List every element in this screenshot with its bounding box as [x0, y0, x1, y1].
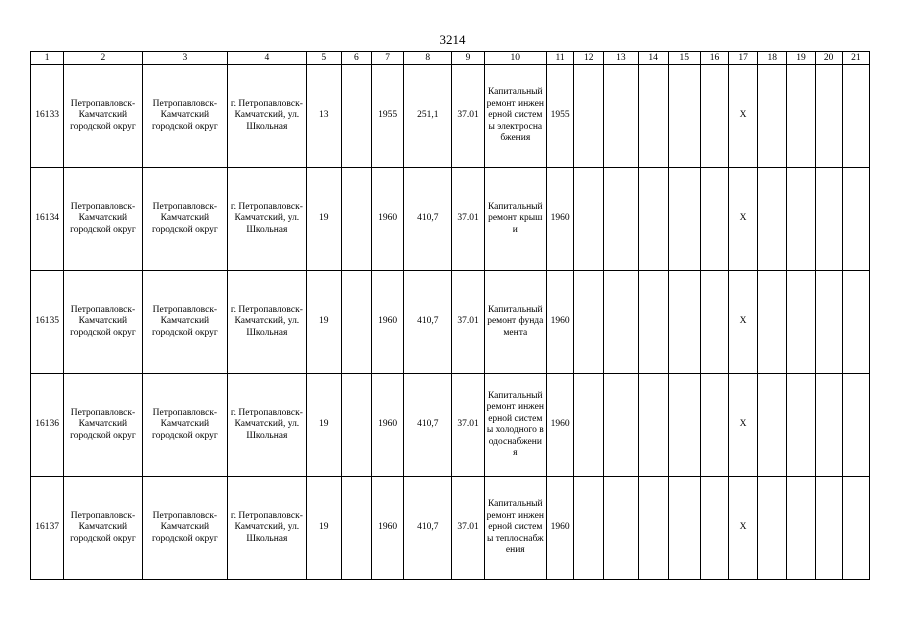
table-cell-col-21 [842, 271, 869, 374]
column-header: 10 [484, 52, 546, 65]
table-cell-col-12 [574, 65, 604, 168]
table-cell-col-17: X [729, 168, 758, 271]
table-cell-col-11: 1960 [546, 374, 573, 477]
table-cell-col-12 [574, 271, 604, 374]
column-header: 19 [787, 52, 815, 65]
table-cell-col-9: 37.01 [452, 168, 484, 271]
table-cell-col-15 [668, 168, 700, 271]
table-cell-col-9: 37.01 [452, 271, 484, 374]
table-cell-col-11: 1960 [546, 271, 573, 374]
table-cell-col-19 [787, 477, 815, 580]
table-cell-col-18 [758, 65, 787, 168]
table-cell-col-2: Петропавловск-Камчатский городской округ [64, 168, 142, 271]
table-cell-col-6 [341, 168, 371, 271]
table-body [31, 65, 870, 580]
column-header: 2 [64, 52, 142, 65]
table-cell-col-3: Петропавловск-Камчатский городской округ [142, 374, 228, 477]
table-row [31, 374, 870, 477]
column-header: 3 [142, 52, 228, 65]
table-cell-col-4: г. Петропавловск-Камчатский, ул. Школьная [228, 65, 306, 168]
table-cell-col-2: Петропавловск-Камчатский городской округ [64, 477, 142, 580]
table-cell-col-13 [604, 477, 638, 580]
table-cell-col-21 [842, 374, 869, 477]
table-cell-col-3: Петропавловск-Камчатский городской округ [142, 477, 228, 580]
table-cell-col-17: X [729, 65, 758, 168]
table-cell-col-6 [341, 65, 371, 168]
table-cell-col-16 [700, 477, 728, 580]
table-cell-col-9: 37.01 [452, 477, 484, 580]
table-cell-col-4: г. Петропавловск-Камчатский, ул. Школьная [228, 168, 306, 271]
column-header: 17 [729, 52, 758, 65]
column-header: 8 [404, 52, 452, 65]
table-cell-col-4: г. Петропавловск-Камчатский, ул. Школьная [228, 271, 306, 374]
column-header: 13 [604, 52, 638, 65]
table-cell-col-5: 19 [306, 477, 341, 580]
table-cell-col-16 [700, 65, 728, 168]
column-header: 20 [815, 52, 842, 65]
column-number-row [31, 52, 870, 65]
table-cell-col-8: 410,7 [404, 271, 452, 374]
column-header: 4 [228, 52, 306, 65]
table-cell-col-14 [638, 477, 668, 580]
table-cell-col-10: Капитальный ремонт инженерной системы холодного водоснабжения [484, 374, 546, 477]
column-header: 18 [758, 52, 787, 65]
table-cell-col-19 [787, 374, 815, 477]
column-header: 16 [700, 52, 728, 65]
table-cell-col-8: 410,7 [404, 374, 452, 477]
table-cell-col-13 [604, 168, 638, 271]
table-cell-col-9: 37.01 [452, 65, 484, 168]
table-cell-col-17: X [729, 374, 758, 477]
table-cell-col-11: 1960 [546, 477, 573, 580]
table-cell-col-20 [815, 65, 842, 168]
column-header: 5 [306, 52, 341, 65]
table-cell-col-15 [668, 374, 700, 477]
column-header: 21 [842, 52, 869, 65]
table-cell-col-17: X [729, 271, 758, 374]
table-cell-col-6 [341, 271, 371, 374]
table-row [31, 168, 870, 271]
column-header: 7 [371, 52, 403, 65]
table-cell-col-2: Петропавловск-Камчатский городской округ [64, 271, 142, 374]
table-cell-col-10: Капитальный ремонт инженерной системы теплоснабжения [484, 477, 546, 580]
table-cell-col-6 [341, 477, 371, 580]
table-cell-col-20 [815, 477, 842, 580]
column-header: 11 [546, 52, 573, 65]
table-cell-col-13 [604, 65, 638, 168]
table-cell-col-19 [787, 65, 815, 168]
table-cell-col-1: 16133 [31, 65, 64, 168]
table-cell-col-8: 410,7 [404, 477, 452, 580]
table-cell-col-2: Петропавловск-Камчатский городской округ [64, 374, 142, 477]
table-cell-col-6 [341, 374, 371, 477]
table-cell-col-20 [815, 374, 842, 477]
table-cell-col-19 [787, 271, 815, 374]
table-row [31, 65, 870, 168]
table-cell-col-7: 1960 [371, 374, 403, 477]
table-cell-col-11: 1960 [546, 168, 573, 271]
table-cell-col-11: 1955 [546, 65, 573, 168]
table-cell-col-13 [604, 271, 638, 374]
table-cell-col-7: 1960 [371, 168, 403, 271]
table-cell-col-14 [638, 65, 668, 168]
table-cell-col-21 [842, 65, 869, 168]
table-cell-col-1: 16137 [31, 477, 64, 580]
table-cell-col-17: X [729, 477, 758, 580]
column-header: 14 [638, 52, 668, 65]
table-cell-col-14 [638, 168, 668, 271]
table-cell-col-10: Капитальный ремонт инженерной системы электроснабжения [484, 65, 546, 168]
table-cell-col-7: 1955 [371, 65, 403, 168]
table-cell-col-20 [815, 168, 842, 271]
table-cell-col-1: 16135 [31, 271, 64, 374]
register-table [30, 51, 870, 580]
table-cell-col-18 [758, 477, 787, 580]
table-cell-col-12 [574, 374, 604, 477]
table-cell-col-4: г. Петропавловск-Камчатский, ул. Школьная [228, 374, 306, 477]
column-header: 1 [31, 52, 64, 65]
table-cell-col-15 [668, 477, 700, 580]
table-cell-col-16 [700, 374, 728, 477]
table-cell-col-2: Петропавловск-Камчатский городской округ [64, 65, 142, 168]
table-cell-col-13 [604, 374, 638, 477]
table-cell-col-8: 251,1 [404, 65, 452, 168]
table-cell-col-21 [842, 477, 869, 580]
table-cell-col-14 [638, 271, 668, 374]
table-cell-col-20 [815, 271, 842, 374]
table-cell-col-1: 16134 [31, 168, 64, 271]
table-cell-col-16 [700, 271, 728, 374]
table-cell-col-9: 37.01 [452, 374, 484, 477]
table-cell-col-18 [758, 168, 787, 271]
table-cell-col-3: Петропавловск-Камчатский городской округ [142, 65, 228, 168]
table-cell-col-1: 16136 [31, 374, 64, 477]
table-cell-col-7: 1960 [371, 477, 403, 580]
table-cell-col-10: Капитальный ремонт фундамента [484, 271, 546, 374]
table-cell-col-16 [700, 168, 728, 271]
column-header: 9 [452, 52, 484, 65]
table-cell-col-12 [574, 168, 604, 271]
table-cell-col-10: Капитальный ремонт крыши [484, 168, 546, 271]
table-cell-col-5: 19 [306, 374, 341, 477]
table-row [31, 271, 870, 374]
table-cell-col-7: 1960 [371, 271, 403, 374]
table-cell-col-18 [758, 374, 787, 477]
table-cell-col-5: 13 [306, 65, 341, 168]
column-header: 6 [341, 52, 371, 65]
table-cell-col-15 [668, 271, 700, 374]
table-cell-col-18 [758, 271, 787, 374]
table-cell-col-19 [787, 168, 815, 271]
table-cell-col-12 [574, 477, 604, 580]
table-cell-col-21 [842, 168, 869, 271]
table-cell-col-5: 19 [306, 271, 341, 374]
table-cell-col-3: Петропавловск-Камчатский городской округ [142, 168, 228, 271]
column-header: 15 [668, 52, 700, 65]
table-cell-col-8: 410,7 [404, 168, 452, 271]
table-cell-col-5: 19 [306, 168, 341, 271]
table-cell-col-14 [638, 374, 668, 477]
table-cell-col-3: Петропавловск-Камчатский городской округ [142, 271, 228, 374]
column-header: 12 [574, 52, 604, 65]
page-number: 3214 [439, 32, 466, 47]
table-row [31, 477, 870, 580]
table-cell-col-4: г. Петропавловск-Камчатский, ул. Школьная [228, 477, 306, 580]
table-cell-col-15 [668, 65, 700, 168]
